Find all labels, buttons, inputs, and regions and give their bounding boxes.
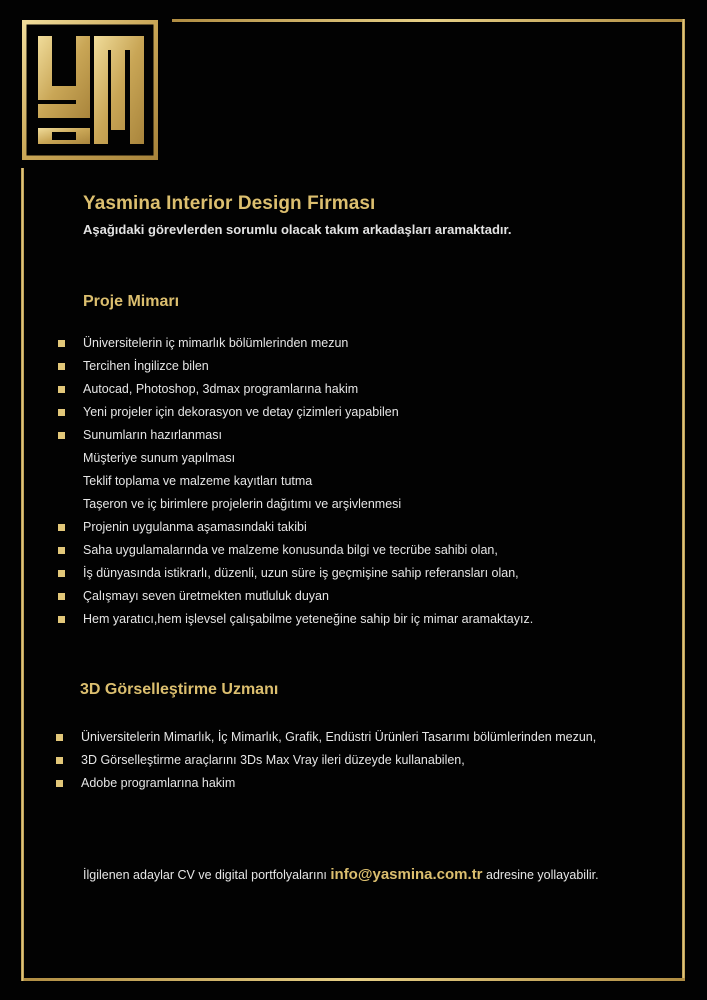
- list-item-text: Teklif toplama ve malzeme kayıtları tutma: [83, 474, 313, 488]
- list-item-text: Autocad, Photoshop, 3dmax programlarına hakim: [83, 382, 359, 396]
- list-item-text: Yeni projeler için dekorasyon ve detay çizimleri yapabilen: [83, 405, 399, 419]
- square-bullet-icon: [58, 547, 65, 554]
- square-bullet-icon: [58, 432, 65, 439]
- list-item: [58, 493, 533, 516]
- list-item: [58, 355, 533, 378]
- list-item-text: Tercihen İngilizce bilen: [83, 359, 209, 373]
- list-item: [58, 470, 533, 493]
- company-description: Aşağıdaki görevlerden sorumlu olacak takım arkadaşları aramaktadır.: [83, 222, 512, 237]
- list-item-text: Üniversitelerin Mimarlık, İç Mimarlık, Grafik, Endüstri Ürünleri Tasarımı bölümlerinden mezun,: [81, 730, 597, 744]
- list-item: [58, 608, 533, 631]
- square-bullet-icon: [58, 616, 65, 623]
- list-item-text: Taşeron ve iç birimlere projelerin dağıtımı ve arşivlenmesi: [83, 497, 402, 511]
- list-item: [58, 401, 533, 424]
- project-architect-requirements: [58, 332, 533, 631]
- frame-top-border: [172, 19, 685, 22]
- list-item-text: Çalışmayı seven üretmekten mutluluk duyan: [83, 589, 329, 603]
- square-bullet-icon: [58, 593, 65, 600]
- list-item: [58, 378, 533, 401]
- frame-bottom-border: [21, 978, 685, 981]
- application-instructions: [83, 866, 599, 883]
- footer-text-before: İlgilenen adaylar CV ve digital portfolyalarını: [83, 868, 331, 882]
- list-item-text: Sunumların hazırlanması: [83, 428, 222, 442]
- square-bullet-icon: [56, 734, 63, 741]
- company-title: Yasmina Interior Design Firması: [83, 193, 376, 214]
- list-item: [58, 585, 533, 608]
- list-item: [58, 424, 533, 447]
- section-title-3d-visualization: 3D Görselleştirme Uzmanı: [80, 681, 279, 698]
- contact-email-link[interactable]: info@yasmina.com.tr: [330, 866, 483, 883]
- list-item: [56, 749, 596, 772]
- list-item-text: Hem yaratıcı,hem işlevsel çalışabilme yeteneğine sahip bir iç mimar aramaktayız.: [83, 612, 534, 626]
- list-item-text: Müşteriye sunum yapılması: [83, 451, 236, 465]
- square-bullet-icon: [58, 409, 65, 416]
- list-item-text: Saha uygulamalarında ve malzeme konusunda bilgi ve tecrübe sahibi olan,: [83, 543, 498, 557]
- list-item-text: 3D Görselleştirme araçlarını 3Ds Max Vray ileri düzeyde kullanabilen,: [81, 753, 465, 767]
- square-bullet-icon: [58, 340, 65, 347]
- list-item: [56, 772, 596, 795]
- list-item-text: Projenin uygulanma aşamasındaki takibi: [83, 520, 307, 534]
- list-item: [58, 539, 533, 562]
- list-item: [58, 332, 533, 355]
- square-bullet-icon: [58, 524, 65, 531]
- ym-monogram-logo: [22, 20, 158, 160]
- square-bullet-icon: [58, 570, 65, 577]
- square-bullet-icon: [56, 757, 63, 764]
- frame-left-border: [21, 168, 24, 981]
- list-item: [56, 726, 596, 749]
- square-bullet-icon: [58, 386, 65, 393]
- list-item: [58, 516, 533, 539]
- list-item-text: Üniversitelerin iç mimarlık bölümlerinden mezun: [83, 336, 349, 350]
- frame-right-border: [682, 19, 685, 981]
- 3d-visualization-requirements: [56, 726, 596, 795]
- square-bullet-icon: [56, 780, 63, 787]
- section-title-project-architect: Proje Mimarı: [83, 293, 180, 310]
- square-bullet-icon: [58, 363, 65, 370]
- list-item-text: İş dünyasında istikrarlı, düzenli, uzun süre iş geçmişine sahip referansları olan,: [83, 566, 519, 580]
- footer-text-after: adresine yollayabilir.: [482, 868, 599, 882]
- list-item: [58, 562, 533, 585]
- list-item: [58, 447, 533, 470]
- list-item-text: Adobe programlarına hakim: [81, 776, 236, 790]
